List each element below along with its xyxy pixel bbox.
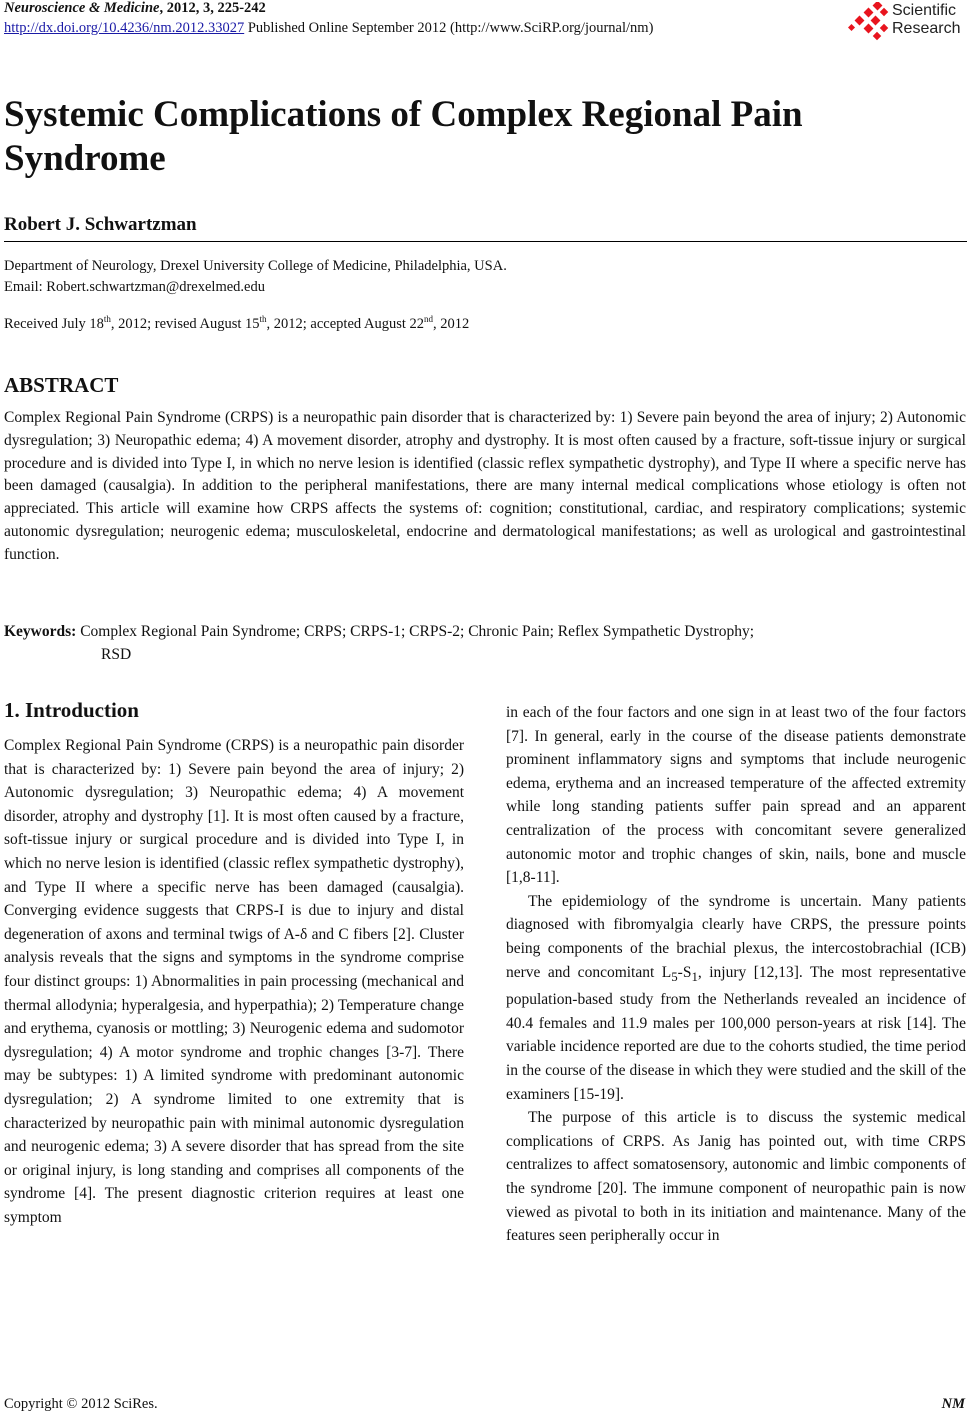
right-column xyxy=(506,701,966,1248)
intro-paragraph-3: The purpose of this article is to discuss the systemic medical complications of CRPS. As Janig has pointed out, with time CRPS centralizes to affect somatosensory, autonomic and limbic components of the syndrome [20]. The immune component of neuropathic pain is now viewed as pivotal to both in its initiation and maintenance. Many of the features seen peripherally occur in xyxy=(506,1109,966,1245)
affiliation: Department of Neurology, Drexel University College of Medicine, Philadelphia, USA. xyxy=(4,258,507,274)
abstract-text: Complex Regional Pain Syndrome (CRPS) is a neuropathic pain disorder that is characterized by: 1) Severe pain beyond the area of injury; 2) Autonomic dysregulation; 3) Neuropathic edema; 4) A movement disorder, atrophy and dystrophy. It is most often caused by a fracture, soft-tissue injury or surgical procedure and is divided into Type I, in which no nerve lesion is identified (classic reflex sympathetic dystrophy), and Type II where a specific nerve has been damaged (causalgia). In addition to the peripheral manifestations, there are many internal medical complications whose etiology is often not appreciated. This article will examine how CRPS affects the systems of: cognition; constitutional, cardiac, and respiratory complications; systemic autonomic dysregulation; neurogenic edema; musculoskeletal, endocrine and dermatological manifestations; as well as urological and gastrointestinal function. xyxy=(4,409,966,563)
revised-date: , 2012; revised August 15 xyxy=(110,315,260,332)
publication-info xyxy=(4,20,653,37)
scientific-research-logo xyxy=(848,2,969,42)
received-date: Received July 18 xyxy=(4,315,104,332)
ordinal-suffix: th xyxy=(259,314,267,324)
author-email: Email: Robert.schwartzman@drexelmed.edu xyxy=(4,279,265,295)
paragraph-text: -S xyxy=(677,963,692,981)
paragraph-text: , injury [12,13]. The most representative population-based study from the Netherlands revealed an incidence of 40.4 females and 11.9 males per 100,000 person-years at risk [14]. The variable incidence reported are due to the cohorts studied, the time period in the course of the disease in which they were studied and the skill of the examiners [15-19]. xyxy=(506,963,966,1103)
subscript: 5 xyxy=(671,968,678,984)
journal-citation xyxy=(4,0,266,17)
affiliation-block xyxy=(4,256,507,298)
section-heading-introduction: 1. Introduction xyxy=(4,698,139,722)
accepted-date: , 2012; accepted August 22 xyxy=(266,315,424,332)
intro-paragraph-2 xyxy=(506,890,966,1106)
diamond-grid-icon xyxy=(848,2,890,42)
copyright-notice: Copyright © 2012 SciRes. xyxy=(4,1396,158,1412)
keywords-label: Keywords: xyxy=(4,623,77,640)
keywords xyxy=(4,620,966,666)
header-divider xyxy=(4,241,967,242)
logo-line2: Research xyxy=(892,20,961,37)
keywords-list: Complex Regional Pain Syndrome; CRPS; CRPS-1; CRPS-2; Chronic Pain; Reflex Sympathetic Dystrophy; xyxy=(76,623,755,640)
doi-link[interactable]: http://dx.doi.org/10.4236/nm.2012.33027 xyxy=(4,20,245,36)
left-column xyxy=(4,734,464,1229)
logo-text xyxy=(892,2,960,38)
journal-name: Neuroscience & Medicine xyxy=(4,0,160,16)
keywords-list-continued: RSD xyxy=(101,646,132,663)
author-name: Robert J. Schwartzman xyxy=(4,214,197,235)
abstract-heading: ABSTRACT xyxy=(4,373,119,397)
published-online-text: Published Online September 2012 (http://www.SciRP.org/journal/nm) xyxy=(244,20,654,36)
intro-paragraph-1: Complex Regional Pain Syndrome (CRPS) is a neuropathic pain disorder that is characterized by: 1) Severe pain beyond the area of injury; 2) Autonomic dysregulation; 3) Neuropathic edema; 4) A movement disorder, atrophy and dystrophy [1]. It is most often caused by a fracture, soft-tissue injury or surgical procedure and is divided into Type I, in which no nerve lesion is identified (classic reflex sympathetic dystrophy), and Type II where a specific nerve has been damaged (causalgia). Converging evidence suggests that CRPS-I is due to injury and distal degeneration of axons and terminal twigs of A-δ and C fibers [2]. Cluster analysis reveals that the signs and symptoms in the syndrome comprise four distinct groups: 1) Abnormalities in pain processing (mechanical and thermal allodynia; hyperalgesia, and hyperpathia); 2) Temperature change and erythema, cyanosis or mottling; 3) Neurogenic edema and sudomotor dysregulation; 4) A motor syndrome and trophic changes [3-7]. There may be subtypes: 1) A limited syndrome with predominant autonomic dysregulation; 2) A syndrome limited to one extremity that is characterized by neuropathic pain with minimal autonomic dysregulation and neurogenic edema; 3) A severe disorder that has spread from the site or original injury, is long standing and comprises all components of the syndrome [4]. The present diagnostic criterion requires at least one symptom xyxy=(4,737,464,1226)
journal-volume: , 2012, 3, 225-242 xyxy=(159,0,266,16)
journal-abbreviation: NM xyxy=(941,1396,965,1412)
article-title: Systemic Complications of Complex Regional Pain Syndrome xyxy=(4,94,803,179)
subscript: 1 xyxy=(691,968,698,984)
paragraph-text: The epidemiology of the syndrome is uncertain. Many patients diagnosed with fibromyalgia clearly have CRPS, the pressure points being components of the brachial plexus, the intercostobrachial (ICB) nerve and concomitant L xyxy=(506,892,966,981)
ordinal-suffix: th xyxy=(103,314,111,324)
ordinal-suffix: nd xyxy=(424,314,433,324)
intro-paragraph-1-continued: in each of the four factors and one sign in at least two of the four factors [7]. In general, early in the course of the disease patients demonstrate prominent inflammatory signs and symptoms that include neurogenic edema, erythema and an increased temperature of the affected extremity while long standing patients suffer pain spread and an apparent centralization of the process with concomitant severe generalized autonomic motor and trophic changes of skin, nails, bone and muscle [1,8-11]. xyxy=(506,704,966,887)
date-year: , 2012 xyxy=(433,315,470,332)
article-dates xyxy=(4,314,469,333)
logo-line1: Scientific xyxy=(892,2,957,19)
